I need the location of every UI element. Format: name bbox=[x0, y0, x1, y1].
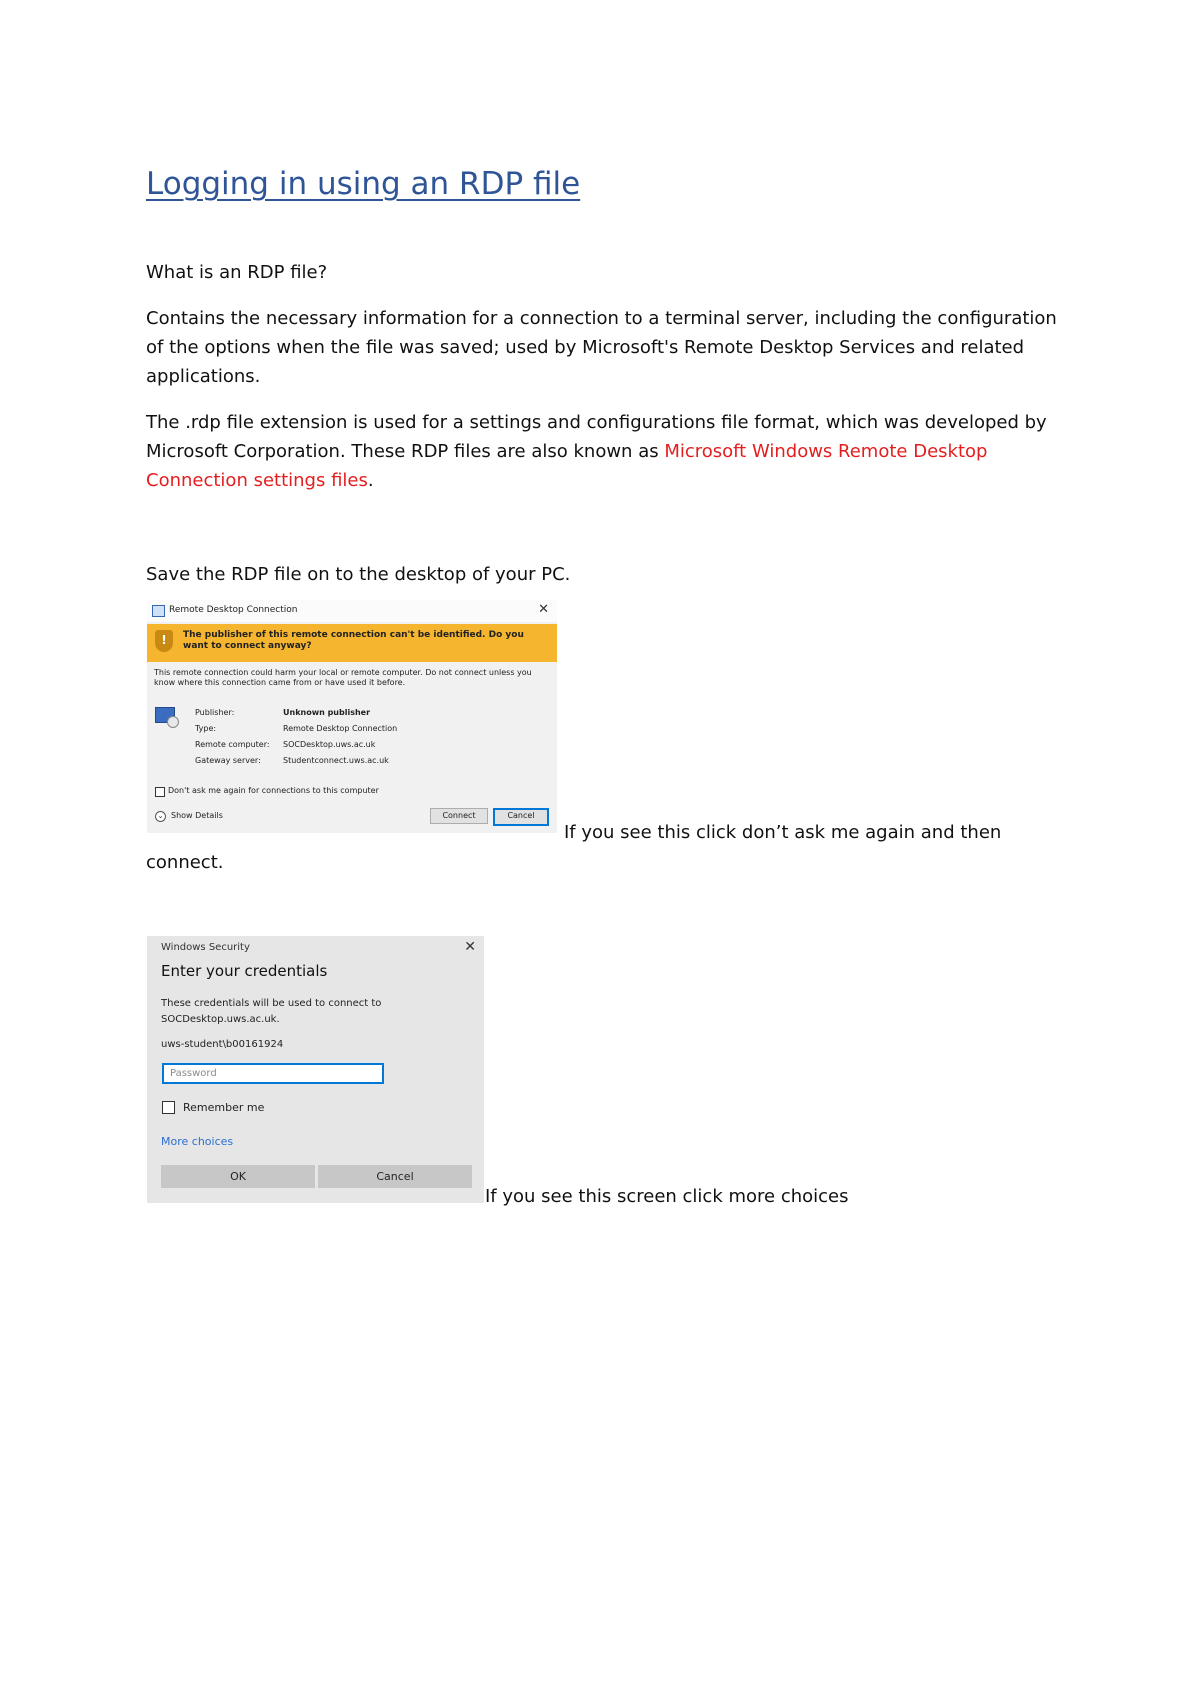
cancel-button[interactable]: Cancel bbox=[493, 808, 549, 826]
field-value: SOCDesktop.uws.ac.uk bbox=[283, 740, 376, 749]
save-instruction: Save the RDP file on to the desktop of your PC. bbox=[146, 564, 571, 585]
field-value: Studentconnect.uws.ac.uk bbox=[283, 756, 389, 765]
dont-ask-label[interactable]: Don't ask me again for connections to this computer bbox=[168, 786, 379, 795]
close-icon[interactable]: ✕ bbox=[464, 939, 476, 955]
paragraph-extension bbox=[146, 408, 1076, 495]
highlighted-term: Connection settings files bbox=[146, 470, 368, 491]
window-titlebar bbox=[147, 600, 557, 622]
paragraph-line: of the options when the file was saved; used by Microsoft's Remote Desktop Services and related bbox=[146, 337, 1025, 358]
remember-me-label[interactable]: Remember me bbox=[183, 1101, 265, 1114]
remember-me-checkbox[interactable] bbox=[162, 1101, 175, 1114]
dialog-header: Windows Security bbox=[161, 942, 250, 953]
caption-rdp-cont: connect. bbox=[146, 852, 224, 873]
field-label: Remote computer: bbox=[195, 740, 270, 749]
paragraph-definition bbox=[146, 304, 1076, 391]
username-text: uws-student\b00161924 bbox=[161, 1039, 284, 1050]
paragraph-line: The .rdp file extension is used for a settings and configurations file format, which was developed by bbox=[146, 412, 1047, 433]
field-label: Gateway server: bbox=[195, 756, 261, 765]
page-title: Logging in using an RDP file bbox=[146, 166, 581, 202]
question-heading: What is an RDP file? bbox=[146, 262, 328, 283]
warning-text: This remote connection could harm your local or remote computer. Do not connect unless you know where this connection came from or have used it before. bbox=[154, 668, 532, 687]
dialog-title: Enter your credentials bbox=[161, 962, 328, 980]
show-details-button[interactable]: Show Details bbox=[171, 811, 223, 820]
field-value: Unknown publisher bbox=[283, 708, 371, 717]
field-label: Publisher: bbox=[195, 708, 235, 717]
field-value: Remote Desktop Connection bbox=[283, 724, 398, 733]
globe-icon bbox=[167, 716, 179, 728]
warning-banner bbox=[147, 624, 557, 662]
paragraph-line: applications. bbox=[146, 366, 261, 387]
paragraph-line bbox=[146, 466, 1076, 495]
more-choices-link[interactable]: More choices bbox=[161, 1135, 234, 1148]
close-icon[interactable]: ✕ bbox=[538, 602, 549, 617]
caption-credentials: If you see this screen click more choices bbox=[485, 1186, 849, 1207]
highlighted-term: Microsoft Windows Remote Desktop bbox=[664, 441, 988, 462]
ok-button[interactable]: OK bbox=[161, 1165, 315, 1188]
field-label: Type: bbox=[195, 724, 217, 733]
dialog-description: These credentials will be used to connect to SOCDesktop.uws.ac.uk. bbox=[161, 998, 382, 1025]
paragraph-text: Microsoft Corporation. These RDP files are also known as bbox=[146, 441, 665, 462]
dont-ask-checkbox[interactable] bbox=[155, 787, 165, 797]
password-input[interactable]: Password bbox=[162, 1063, 384, 1084]
window-title: Remote Desktop Connection bbox=[169, 605, 298, 615]
shield-warning-icon: ! bbox=[155, 630, 173, 652]
cancel-button[interactable]: Cancel bbox=[318, 1165, 472, 1188]
remote-desktop-icon bbox=[152, 605, 165, 617]
paragraph-line bbox=[146, 437, 1076, 466]
chevron-down-icon[interactable]: ⌄ bbox=[155, 811, 166, 822]
credentials-screenshot bbox=[147, 936, 484, 1203]
banner-text: The publisher of this remote connection can't be identified. Do you want to connect anyway? bbox=[183, 630, 524, 651]
paragraph-line: Contains the necessary information for a connection to a terminal server, including the configuration bbox=[146, 308, 1057, 329]
rdp-warning-screenshot bbox=[147, 600, 557, 833]
caption-rdp: If you see this click don’t ask me again and then bbox=[564, 822, 1002, 843]
connect-button[interactable]: Connect bbox=[430, 808, 488, 824]
paragraph-text: . bbox=[367, 470, 374, 491]
